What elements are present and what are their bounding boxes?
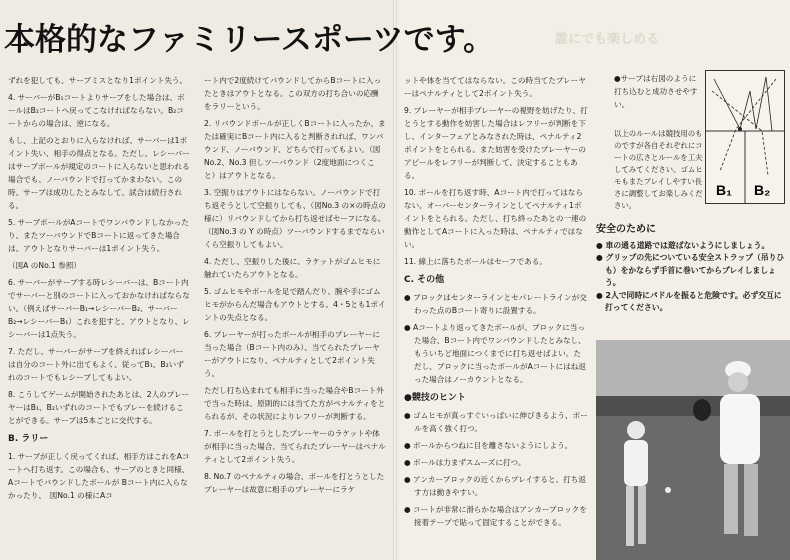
col1-paragraph: もし、上記のとおりに入らなければ、サーバーは1ポイント失い、相手の得点となる。ただし、レシーバーはサーブボールが規定のコートに入らないと思われる場合でも、ノーバウンドで打ってかまわない。この時、サーブは成功したとみなして、試合は続行される。 (8, 136, 190, 210)
court-label-b2: B₂ (754, 182, 771, 198)
block-marker (738, 127, 742, 131)
serve-path-3 (712, 91, 768, 175)
ghost-subtitle: 誰にでも楽しめる (555, 32, 660, 47)
col2-paragraph: 7. ボールを打とうとしたプレーヤーのラケットや体が相手に当った場合、当てられたプレーヤーはペナルティとして2ポイント失う。 (204, 429, 386, 464)
players-photo (596, 340, 790, 560)
safety-section (596, 224, 788, 315)
player-right-leg (724, 464, 738, 534)
col2-paragraph: 2. リバウンドボールが正しくBコートに入ったか、または確実にBコート内に入ると判断されれば、ワンバウンド、ノーバウンド、どちらで打ってもよい。（図No.2、No.3 但しツーバウンド（2度地面につくこと）はアウトとなる。 (204, 119, 386, 180)
col3-paragraph: ● ボールからつねに目を離さないようにしよう。 (404, 441, 573, 450)
player-left-head (627, 421, 645, 439)
col3-paragraph: ● ゴムヒモが真っすぐいっぱいに伸びきるよう、ポールを高く強く打つ。 (404, 411, 588, 433)
player-left-leg (626, 486, 634, 546)
safety-title: 安全のために (596, 224, 656, 235)
page-headline: 本格的なファミリースポーツです。 (4, 22, 495, 58)
serve-path-1 (714, 77, 772, 131)
column-2 (204, 74, 386, 500)
col1-paragraph: ずれを犯しても、サーブミスとなり1ポイント失う。 (8, 76, 188, 85)
col1-paragraph: 7. ただし、サーバーがサーブを終えればレシーバーは自分のコート外に出てもよく、従ってB₁、B₂いずれのコートでもレシーブしてもよい。 (8, 347, 184, 382)
col3-paragraph: ● Aコートより返ってきたボールが、ブロックに当った場合、Bコート内でワンバウンドしたとみなし、もういちど地面につくまでに打ち返せばよい。ただし、ブロックに当ったボールがAコートにはね返った場合はノーカウントとなる。 (404, 323, 586, 384)
diagram-note-2-text: 以上のルールは競技用のものですが各自それぞれにコートの広さとルールを工夫してみてください。ゴムヒモもまたプレイしやすい長さに調整してお楽しみください。 (614, 129, 703, 210)
col3-paragraph: ットや体を当ててはならない。この時当てたプレーヤーはペナルティとして2ポイント失う。 (404, 76, 586, 98)
col3-paragraph: C. その他 (404, 275, 445, 285)
safety-item: ● 2人で同時にパドルを振ると危険です。必ず交互に打ってください。 (596, 290, 782, 312)
col2-paragraph: ただし打ち込まれても相手に当った場合やBコート外で当った時は、原則的には当てた方がペナルティをとられるが、その状況によりレフリーが判断する。 (204, 386, 386, 421)
col3-paragraph: 10. ボールを打ち返す時、Aコート内で打ってはならない。オーバーセンターラインとしてペナルティ1ポイントをとられる。ただし、打ち終ったあとの一連の動作としてAコートに入った時は、ペナルティではない。 (404, 188, 587, 249)
column-1 (8, 74, 190, 506)
col3-paragraph: ●競技のヒント (404, 393, 466, 403)
diagram-note (614, 72, 702, 115)
col3-paragraph: 11. 線上に落ちたボールはセーフである。 (404, 257, 547, 266)
col3-paragraph: 9. プレーヤーが相手プレーヤーの視野を妨げたり、打とうとする動作を妨害した場合はレフリーが判断を下し、インターフェアとみなされた時は、ペナルティ2ポイントをとられる。また妨害を受けたプレーヤーのアピールをレフリーが判断して、決定することもある。 (404, 106, 588, 180)
paddle (693, 399, 711, 421)
photo-trees (596, 396, 790, 416)
col1-paragraph: 6. サーバーがサーブする時レシーバーは、Bコート内でサーバーと別のコートに入っておかなければならない。（例えばサーバーB₁→レシーバーB₂、サーバーB₂→レシーバーB₁）これを犯すと、アウトとなり、レシーバーは1点失う。 (8, 278, 190, 339)
page-fold (393, 0, 397, 560)
col1-paragraph: 4. サーバーがB₁コートよりサーブをした場合は、ボールはB₂コートへ戻ってこなければならない。B₂コートからの場合は、逆になる。 (8, 93, 185, 128)
safety-item: ● 車の通る道路では遊ばないようにしましょう。 (596, 240, 770, 250)
col3-paragraph: ● アンカーブロックの近くからプレイすると、打ち返す方は動きやすい。 (404, 475, 586, 497)
players-photo-svg (596, 340, 790, 560)
ball (665, 487, 671, 493)
serve-diagram-svg (706, 71, 784, 203)
player-left-body (624, 440, 648, 486)
col1-paragraph: 8. こうしてゲームが開始されたあとは、2人のプレーヤーはB₁、B₂いずれのコートでもプレーを続けることができる。サーブは5本ごとに交代する。 (8, 390, 190, 425)
col3-paragraph: ● ボールは力まずスムーズに打つ。 (404, 458, 526, 467)
player-right-shirt (720, 394, 760, 464)
col2-paragraph: 5. ゴムヒモやポールを足で踏んだり、腕や手にゴムヒモがからんだ場合もアウトとする。4・5とも1ポイントの失点となる。 (204, 287, 386, 322)
col2-paragraph: 3. 空振りはアウトにはならない。ノーバウンドで打ち返そうとして空振りしても、（図No.3 の×の時点の様に）リバウンドしてから打ち返せばセーフになる。（図No.3 の Y の時点）ツーバウンドするまでならいくら空振りしてもよい。 (204, 188, 386, 249)
column-3 (404, 74, 588, 533)
col2-paragraph: 8. No.7 のペナルティの場合、ボールを打とうとしたプレーヤーは故意に相手のプレーヤーにラケ (204, 472, 385, 494)
player-left-leg (638, 486, 646, 544)
photo-ground (596, 416, 790, 560)
col1-paragraph: B. ラリー (8, 434, 49, 444)
photo-sky (596, 340, 790, 402)
col1-paragraph: 1. サーブが正しく戻ってくれば、相手方はこれをAコートへ打ち返す。この場合も、サーブのときと同様、Aコートでバウンドしたボールが Bコート内に入らなかったり、 図No.1 の様にAコ (8, 452, 190, 500)
col2-paragraph: ート内で2度続けてバウンドしてからBコートに入ったときはアウトとなる。この双方の打ち合いの応酬をラリーという。 (204, 76, 382, 111)
col1-paragraph: （図A のNo.1 参照） (8, 261, 82, 270)
diagram-note-text: ●サーブは右図のように打ち込むと成功させやすい。 (614, 74, 698, 109)
safety-item: ● グリップの先についている安全ストラップ（吊りひも）をかならず手首に巻いてからプレイしましょう。 (596, 253, 785, 287)
diagram-note-2 (614, 128, 706, 216)
serve-diagram (705, 70, 785, 204)
col2-paragraph: 4. ただし、空振りした後に、ラケットがゴムヒモに触れていたらアウトとなる。 (204, 257, 381, 279)
col3-paragraph: ● コートが非常に滑らかな場合はアンカーブロックを接着テープで貼って固定することができる。 (404, 505, 587, 527)
col1-paragraph: 5. サーブボールがAコートでワンバウンドしなかったり、またツーバウンドでBコートに返ってきた場合は、アウトとなりサーバーは1ポイント失う。 (8, 218, 189, 253)
player-right-leg (744, 464, 758, 536)
col2-paragraph: 6. プレーヤーが打ったボールが相手のプレーヤーに当った場合（Bコート内のみ）、当てられたプレーヤーがアウトになり、ペナルティとして2ポイント失う。 (204, 330, 380, 378)
court-label-b1: B₁ (716, 182, 732, 198)
player-right-head (728, 372, 748, 392)
col3-paragraph: ● ブロックはセンターラインとセパレートラインが交わった点のBコート寄りに設置する。 (404, 293, 587, 315)
